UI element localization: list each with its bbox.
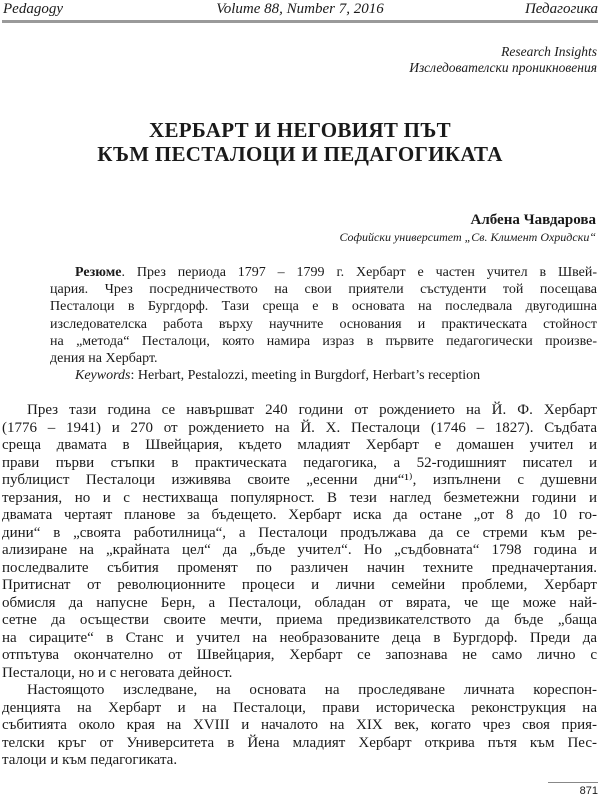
footer-rule	[548, 782, 598, 783]
abstract-line: Песталоци в Бургдорф. Тази среща е в основата на последвала двугодишна	[50, 299, 597, 315]
abstract-line: изследователска работа върху научните основания и практическата стойност	[50, 316, 597, 332]
body-line: терзания, но и с нестихваща популярност. В тези наглед безметежни години и	[2, 489, 597, 506]
section-label-bg: Изследователски проникновения	[409, 60, 597, 75]
body-line: Песталоци, но и с неговата дейност.	[2, 664, 233, 681]
keywords-list: : Herbart, Pestalozzi, meeting in Burgdorf, Herbart’s reception	[130, 368, 481, 384]
body-line: сетне да осъществи своите мечти, приема предизвикателството да бъде „баща	[2, 612, 597, 628]
body-line: среща двамата в Швейцария, където младият Хербарт е домашен учител и	[2, 437, 597, 453]
journal-name-en: Pedagogy	[3, 1, 63, 17]
abstract-line: Резюме. През периода 1797 – 1799 г. Хербарт е частен учител в Швей-	[75, 265, 597, 280]
body-line: последвалите събития променят по различен начин техните предначертания.	[2, 559, 597, 576]
body-line: обмисля да напусне Берн, а Песталоци, обладан от вярата, че ще може най-	[2, 594, 597, 611]
page-number: 871	[579, 785, 598, 797]
body-text	[2, 402, 597, 770]
body-line: телски кръг от Университета в Йена младият Хербарт открива пътя към Пес-	[2, 734, 597, 751]
body-line: публицист Песталоци изживява своите „есенни дни“¹⁾, изпълнени с душевни	[2, 472, 597, 488]
keywords-line	[50, 367, 597, 384]
body-line: събитията около края на XVIII и началото на XIX век, когато чрез своя прия-	[2, 717, 597, 733]
body-line: През тази година се навършват 240 години от рождението на Й. Ф. Хербарт	[27, 402, 597, 418]
author-name: Албена Чавдарова	[470, 212, 596, 228]
abstract-label: Резюме	[75, 265, 122, 280]
journal-name-bg: Педагогика	[524, 1, 598, 17]
body-line: прави първи стъпки в практическата педагогика, а 52-годишният писател и	[2, 454, 597, 471]
author-affiliation: Софийски университет „Св. Климент Охридски“	[339, 230, 596, 244]
running-header	[2, 0, 598, 20]
title-line-1: ХЕРБАРТ И НЕГОВИЯТ ПЪТ	[149, 118, 451, 142]
section-label-en: Research Insights	[501, 44, 597, 59]
abstract-line: дения на Хербарт.	[50, 351, 158, 367]
title-line-2: КЪМ ПЕСТАЛОЦИ И ПЕДАГОГИКАТА	[97, 142, 503, 166]
body-line: денцията на Хербарт и на Песталоци, прави историческа реконструкция на	[2, 699, 597, 716]
body-line: ализиране на „крайната цел“ да „бъде учител“. Но „съдбовната“ 1798 година и	[2, 542, 597, 558]
abstract-line: на „метода“ Песталоци, която намира израз в първите педагогически произве-	[50, 333, 597, 349]
body-line: Настоящото изследване, на основата на проследяване личната кореспон-	[27, 682, 597, 698]
body-line: дини“ в „своята работилница“, а Песталоци продължава да се стреми към ре-	[2, 524, 597, 541]
body-line: отпътува окончателно от Швейцария, Хербарт се запознава не само лично с	[2, 647, 597, 663]
body-line: на сираците“ в Станс и учител на необразованите деца в Бургдорф. Преди да	[2, 629, 597, 646]
keywords-label: Keywords	[75, 368, 131, 384]
body-line: Притиснат от революционните процеси и лични семейни проблеми, Хербарт	[2, 577, 597, 593]
abstract-line: цария. Чрез посредничеството на свои приятели състуденти той посещава	[50, 282, 597, 298]
section-label	[409, 44, 597, 76]
body-line: (1776 – 1941) и 270 от рождението на Й. Х. Песталоци (1746 – 1827). Съдбата	[2, 419, 597, 436]
abstract	[50, 264, 597, 384]
body-line: талоци и към педагогиката.	[2, 752, 178, 768]
header-rule	[2, 20, 598, 23]
body-line: двамата чертаят планове за бъдещето. Хербарт иска да остане „от 8 до 10 го-	[2, 507, 597, 523]
article-title	[0, 118, 600, 166]
volume-info: Volume 88, Number 7, 2016	[216, 1, 384, 17]
